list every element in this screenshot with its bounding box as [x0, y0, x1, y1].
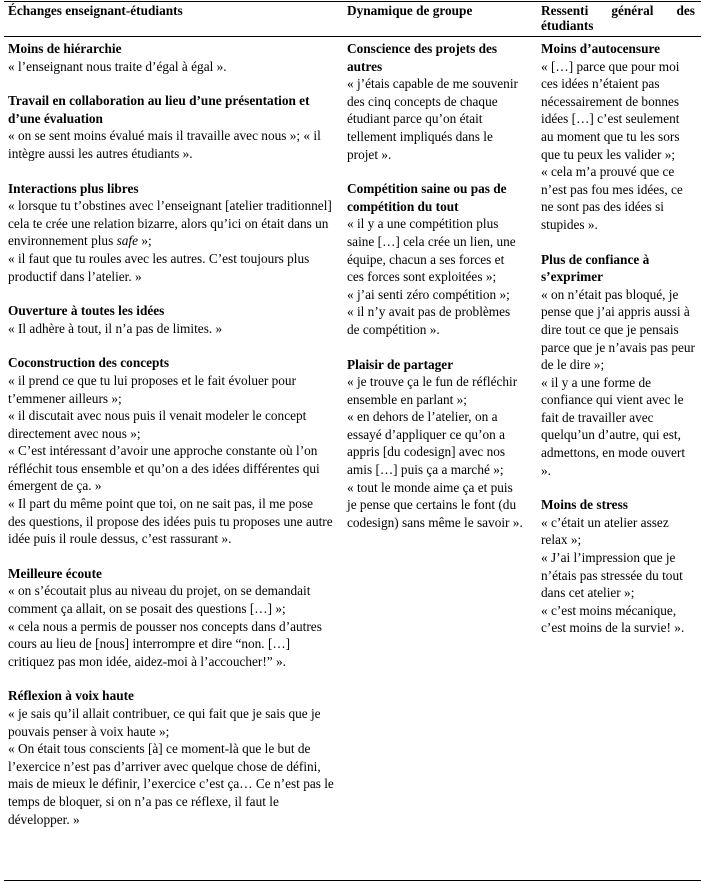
section-title: Travail en collaboration au lieu d’une présentation et d’une évaluation: [8, 93, 310, 126]
quote: « il prend ce que tu lui proposes et le fait évoluer pour t’emmener ailleurs »;: [8, 372, 297, 406]
section: [8, 40, 334, 75]
section: [8, 92, 334, 162]
quote: « on n’était pas bloqué, je pense que j’ai appris aussi à dire tout ce que je pensais parce que je n’avais pas peur de le dire »;: [541, 286, 695, 373]
quote: « je trouve ça le fun de réfléchir ensemble en parlant »;: [347, 374, 518, 407]
section-title: Interactions plus libres: [8, 180, 139, 196]
section: [8, 354, 334, 548]
quote: « il y a une forme de confiance qui vient avec le fait de travailler avec quelqu’un d’autre, qui est, admettons, en mode ouvert ».: [541, 374, 686, 478]
quote: « Il adhère à tout, il n’a pas de limites. »: [8, 320, 223, 336]
section-title: Compétition saine ou pas de compétition du tout: [347, 181, 507, 214]
quote: « j’ai senti zéro compétition »;: [347, 286, 510, 302]
section-title: Moins d’autocensure: [541, 41, 661, 56]
quote: « il discutait avec nous puis il venait modeler le concept directement avec nous »;: [8, 408, 307, 441]
quote: « il faut que tu roules avec les autres. C’est toujours plus productif dans l’atelier. »: [8, 250, 310, 284]
section: [8, 565, 334, 671]
quote: « j’étais capable de me souvenir des cinq concepts de chaque étudiant parce qu’on était tellement impliqués dans le projet ».: [347, 76, 518, 162]
quote: « […] parce que pour moi ces idées n’étaient pas nécessairement de bonnes idées […] c’est seulement au moment que tu les sors que tu peux les valider »;: [541, 58, 680, 162]
quote: « On était tous conscients [à] ce moment-là que le but de l’exercice n’est pas d’arriver avec quelque chose de défini, mais de mieux le définir, l’exercice c’est ça… Ce n’est pas le temps de bloquer, si on n’a pas ce réflexe, il faut le développer. »: [8, 741, 334, 827]
quote: « J’ai l’impression que je n’étais pas stressée du tout dans cet atelier »;: [541, 550, 683, 601]
quote: « en dehors de l’atelier, on a essayé d’appliquer ce qu’on a appris [du codesign] avec nos amis […] puis ça a marché »;: [347, 409, 506, 478]
section: [541, 251, 695, 480]
quote: « c’était un atelier assez relax »;: [541, 514, 669, 548]
section-title: Coconstruction des concepts: [8, 355, 170, 371]
section-title: Moins de stress: [541, 497, 628, 513]
section: [8, 302, 334, 337]
top-rule: [4, 1, 701, 2]
header-ressenti: Ressenti général des étudiants: [541, 3, 695, 33]
quote: « il y a une compétition plus saine […] cela crée un lien, une équipe, chacun a ses forces et ces forces sont exploitées »;: [347, 216, 516, 285]
section: [8, 180, 334, 286]
column-ressenti: [541, 40, 695, 654]
column-echanges: [8, 40, 334, 845]
section: [347, 40, 523, 163]
quote: « lorsque tu t’obstines avec l’enseignant [atelier traditionnel] cela te crée une relation bizarre, alors qu’ici on était dans un environnement plus safe »;: [8, 198, 332, 249]
quote: « tout le monde aime ça et puis je pense que certains le font (du codesign) sans même le savoir ».: [347, 479, 523, 530]
quote: « on se sent moins évalué mais il travaille avec nous »; « il intègre aussi les autres étudiants ».: [8, 128, 321, 161]
section: [347, 356, 523, 532]
quote: « Il part du même point que toi, on ne sait pas, il me pose des questions, il propose des idées puis tu proposes une autre idée puis il roule dessus, c’est rassurant ».: [8, 496, 333, 547]
quote: « je sais qu’il allait contribuer, ce qui fait que je sais que je pouvais penser à voix haute »;: [8, 706, 321, 739]
quote: « C’est intéressant d’avoir une approche constante où l’on réfléchit tous ensemble et qu’on a des idées différentes qui émergent de ça. »: [8, 443, 320, 494]
quote: « cela nous a permis de pousser nos concepts dans d’autres cours au lieu de [nous] interrompre et dire “non. […] critiquez pas mon idée, aidez-moi à l’accoucher!” ».: [8, 618, 322, 669]
quote: « cela m’a prouvé que ce n’est pas fou mes idées, ce ne sont pas des idées si stupides ».: [541, 164, 683, 232]
section-title: Ouverture à toutes les idées: [8, 303, 165, 319]
quote: « l’enseignant nous traite d’égal à égal ».: [8, 58, 227, 74]
section: [8, 687, 334, 828]
section-title: Réflexion à voix haute: [8, 688, 134, 704]
column-dynamique: [347, 40, 523, 548]
quote: « on s’écoutait plus au niveau du projet, on se demandait comment ça allait, on se posait des questions […] »;: [8, 583, 311, 617]
section-title: Meilleure écoute: [8, 565, 102, 581]
section-title: Moins de hiérarchie: [8, 41, 122, 56]
quote: « c’est moins mécanique, c’est moins de la survie! ».: [541, 602, 685, 636]
section: [541, 496, 695, 637]
header-echanges: Échanges enseignant-étudiants: [8, 3, 183, 18]
header-rule: [4, 36, 701, 37]
section-title: Plus de confiance à s’exprimer: [541, 251, 650, 285]
quote: « il n’y avait pas de problèmes de compétition ».: [347, 304, 511, 337]
section: [541, 40, 695, 234]
section: [347, 180, 523, 338]
section-title: Plaisir de partager: [347, 356, 454, 372]
header-dynamique: Dynamique de groupe: [347, 3, 473, 18]
section-title: Conscience des projets des autres: [347, 41, 498, 74]
